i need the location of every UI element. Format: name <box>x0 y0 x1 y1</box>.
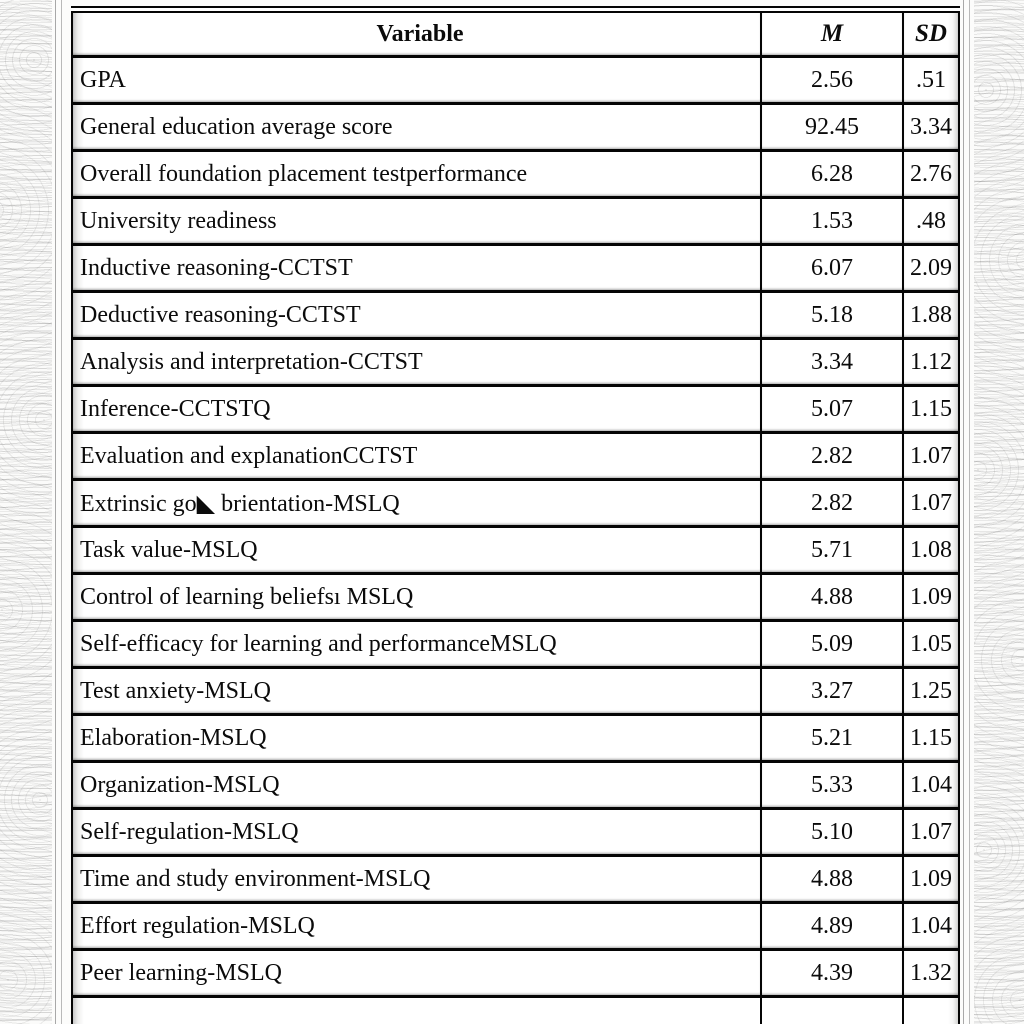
mean-cell <box>761 997 903 1024</box>
table-row <box>72 198 959 245</box>
mean-cell: 92.45 <box>761 104 903 151</box>
mean-cell: 1.53 <box>761 198 903 245</box>
variable-cell: Deductive reasoning-CCTST <box>72 292 761 339</box>
variable-cell: Control of learning beliefsı MSLQ <box>72 574 761 621</box>
sd-cell: .51 <box>903 57 959 104</box>
sd-cell: 1.09 <box>903 856 959 903</box>
mean-cell: 6.07 <box>761 245 903 292</box>
mean-cell: 4.88 <box>761 574 903 621</box>
mean-cell: 5.18 <box>761 292 903 339</box>
mean-cell: 5.21 <box>761 715 903 762</box>
mean-cell: 3.34 <box>761 339 903 386</box>
mean-cell: 6.28 <box>761 151 903 198</box>
variable-cell: Evaluation and explanationCCTST <box>72 433 761 480</box>
mean-cell: 5.33 <box>761 762 903 809</box>
sd-cell: 1.09 <box>903 574 959 621</box>
descriptive-statistics-table <box>71 6 960 1024</box>
table-row <box>72 527 959 574</box>
sd-cell: 1.07 <box>903 480 959 527</box>
sd-cell: 1.25 <box>903 668 959 715</box>
sd-cell: 1.08 <box>903 527 959 574</box>
table-header-row <box>72 10 959 57</box>
mean-cell: 2.82 <box>761 433 903 480</box>
mean-cell: 2.82 <box>761 480 903 527</box>
variable-cell: GPA <box>72 57 761 104</box>
mean-cell: 2.56 <box>761 57 903 104</box>
variable-cell: Organization-MSLQ <box>72 762 761 809</box>
variable-cell: Task value-MSLQ <box>72 527 761 574</box>
sd-cell: 1.07 <box>903 809 959 856</box>
sd-cell: 1.04 <box>903 762 959 809</box>
variable-cell: Test anxiety-MSLQ <box>72 668 761 715</box>
variable-cell: Inductive reasoning-CCTST <box>72 245 761 292</box>
variable-cell: Inference-CCTSTQ <box>72 386 761 433</box>
table-row <box>72 715 959 762</box>
sd-cell: 1.15 <box>903 715 959 762</box>
variable-cell: Analysis and interpretation-CCTST <box>72 339 761 386</box>
table-row <box>72 151 959 198</box>
sd-cell: 1.88 <box>903 292 959 339</box>
table-row <box>72 903 959 950</box>
table-row <box>72 104 959 151</box>
table-row <box>72 386 959 433</box>
column-header-variable: Variable <box>72 10 761 57</box>
page-frame-line <box>55 0 56 1024</box>
mean-cell: 5.09 <box>761 621 903 668</box>
mean-cell: 3.27 <box>761 668 903 715</box>
table-row <box>72 57 959 104</box>
sd-cell: 1.04 <box>903 903 959 950</box>
table-row <box>72 950 959 997</box>
variable-cell: Peer learning-MSLQ <box>72 950 761 997</box>
column-header-sd: SD <box>903 10 959 57</box>
mean-cell: 5.10 <box>761 809 903 856</box>
page-frame-line <box>963 0 964 1024</box>
mean-cell: 5.71 <box>761 527 903 574</box>
sd-cell: 3.34 <box>903 104 959 151</box>
sd-cell: 1.32 <box>903 950 959 997</box>
table-row <box>72 856 959 903</box>
sd-cell: 2.76 <box>903 151 959 198</box>
variable-cell: Self-efficacy for learning and performanceMSLQ <box>72 621 761 668</box>
mean-cell: 4.88 <box>761 856 903 903</box>
sd-cell: 1.05 <box>903 621 959 668</box>
table-row <box>72 809 959 856</box>
table-row <box>72 621 959 668</box>
variable-cell: Time and study environment-MSLQ <box>72 856 761 903</box>
guilloche-pattern-left <box>0 0 52 1024</box>
table-row <box>72 762 959 809</box>
sd-cell: 1.15 <box>903 386 959 433</box>
table-row <box>72 574 959 621</box>
mean-cell: 4.89 <box>761 903 903 950</box>
sd-cell: .48 <box>903 198 959 245</box>
mean-cell: 5.07 <box>761 386 903 433</box>
variable-cell: Effort regulation-MSLQ <box>72 903 761 950</box>
variable-cell: General education average score <box>72 104 761 151</box>
table-row <box>72 668 959 715</box>
variable-cell: Extrinsic go◣ brientation-MSLQ <box>72 480 761 527</box>
table-row-partial <box>72 997 959 1024</box>
sd-cell: 1.07 <box>903 433 959 480</box>
mean-cell: 4.39 <box>761 950 903 997</box>
table-row <box>72 245 959 292</box>
page-frame-line <box>969 0 970 1024</box>
table-row <box>72 292 959 339</box>
guilloche-pattern-right <box>974 0 1024 1024</box>
sd-cell: 2.09 <box>903 245 959 292</box>
page-frame-line <box>61 0 62 1024</box>
variable-cell: University readiness <box>72 198 761 245</box>
variable-cell: Elaboration-MSLQ <box>72 715 761 762</box>
sd-cell <box>903 997 959 1024</box>
table-row <box>72 433 959 480</box>
sd-cell: 1.12 <box>903 339 959 386</box>
variable-cell: Overall foundation placement testperformance <box>72 151 761 198</box>
variable-cell <box>72 997 761 1024</box>
table-row <box>72 339 959 386</box>
variable-cell: Self-regulation-MSLQ <box>72 809 761 856</box>
column-header-mean: M <box>761 10 903 57</box>
table-row <box>72 480 959 527</box>
